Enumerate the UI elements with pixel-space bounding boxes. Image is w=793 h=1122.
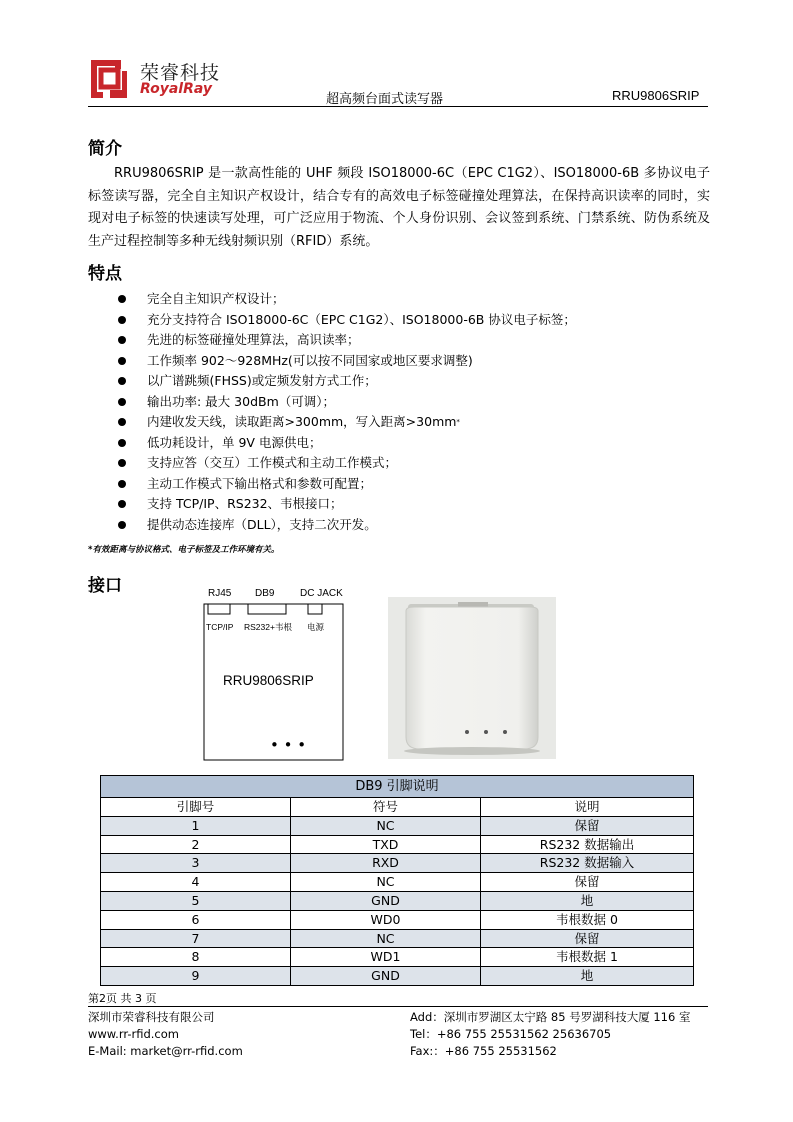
feature-item: 支持应答（交互）工作模式和主动工作模式； [118, 453, 576, 474]
bullet-icon [118, 439, 126, 447]
feature-item: 工作频率 902～928MHz(可以按不同国家或地区要求调整) [118, 351, 576, 372]
pin-cell: 3 [101, 854, 291, 873]
feature-item: 完全自主知识产权设计； [118, 289, 576, 310]
footer-company: 深圳市荣睿科技有限公司 [88, 1010, 215, 1024]
footnote-mark: * [456, 418, 460, 426]
symbol-cell: GND [291, 891, 481, 910]
db9-port [248, 604, 286, 614]
symbol-cell: NC [291, 816, 481, 835]
header-symbol: 符号 [291, 798, 481, 817]
bullet-icon [118, 316, 126, 324]
description-cell: 韦根数据 1 [481, 948, 694, 967]
page-number: 第2页 共 3 页 [88, 992, 157, 1005]
description-cell: 地 [481, 891, 694, 910]
symbol-cell: NC [291, 873, 481, 892]
db9-label: DB9 [255, 588, 275, 599]
footnote: *有效距离与协议格式、电子标签及工作环境有关。 [88, 545, 280, 555]
feature-item: 输出功率: 最大 30dBm（可调）； [118, 392, 576, 413]
footer-contact-left [88, 1009, 243, 1060]
feature-item: 低功耗设计，单 9V 电源供电； [118, 433, 576, 454]
company-name-en: RoyalRay [140, 81, 212, 97]
description-cell: 韦根数据 0 [481, 910, 694, 929]
pin-cell: 2 [101, 835, 291, 854]
feature-item: 支持 TCP/IP、RS232、韦根接口； [118, 494, 576, 515]
symbol-cell: RXD [291, 854, 481, 873]
symbol-cell: NC [291, 929, 481, 948]
db9-pin-table [100, 775, 694, 986]
footer-website[interactable]: www.rr-rfid.com [88, 1027, 179, 1041]
table-row [101, 873, 694, 892]
bullet-icon [118, 336, 126, 344]
features-list [118, 289, 576, 535]
header-divider [88, 106, 708, 107]
intro-heading: 简介 [88, 139, 122, 159]
bullet-icon [118, 480, 126, 488]
royalray-logo-icon [88, 57, 130, 101]
bullet-icon [118, 459, 126, 467]
description-cell: 保留 [481, 929, 694, 948]
footer-fax: Fax:：+86 755 25531562 [410, 1044, 557, 1058]
power-label: 电源 [307, 623, 325, 633]
description-cell: 保留 [481, 873, 694, 892]
pin-cell: 6 [101, 910, 291, 929]
description-cell: 地 [481, 967, 694, 986]
intro-paragraph: RRU9806SRIP 是一款高性能的 UHF 频段 ISO18000-6C（EPC C1G2）、ISO18000-6B 多协议电子标签读写器，完全自主知识产权设计，结合专有的高效电子标签碰撞处理算法，在保持高识读率的同时，实现对电子标签的快速读写处理，可广泛应用于物流、个人身份识别、会议签到系统、门禁系统、防伪系统及生产过程控制等多种无线射频识别（RFID）系统。 [88, 166, 710, 249]
bullet-icon [118, 521, 126, 529]
header-model: RRU9806SRIP [612, 88, 700, 103]
table-row [101, 891, 694, 910]
doc-title: 超高频台面式读写器 [326, 92, 444, 107]
interface-heading: 接口 [88, 576, 122, 596]
feature-item: 先进的标签碰撞处理算法，高识读率； [118, 330, 576, 351]
indicator-dots: • • • [270, 736, 307, 754]
footer-divider [88, 1006, 708, 1007]
rj45-label: RJ45 [208, 588, 232, 599]
symbol-cell: GND [291, 967, 481, 986]
tcpip-label: TCP/IP [206, 622, 234, 632]
table-row [101, 948, 694, 967]
feature-item: 充分支持符合 ISO18000-6C（EPC C1G2）、ISO18000-6B 协议电子标签； [118, 310, 576, 331]
pin-cell: 9 [101, 967, 291, 986]
company-name-cn: 荣睿科技 [140, 62, 221, 84]
description-cell: RS232 数据输入 [481, 854, 694, 873]
pin-cell: 1 [101, 816, 291, 835]
table-row [101, 967, 694, 986]
bullet-icon [118, 377, 126, 385]
table-row [101, 910, 694, 929]
bullet-icon [118, 418, 126, 426]
footer-address: Add：深圳市罗湖区太宁路 85 号罗湖科技大厦 116 室 [410, 1010, 691, 1024]
bullet-icon [118, 357, 126, 365]
description-cell: 保留 [481, 816, 694, 835]
pin-cell: 4 [101, 873, 291, 892]
dc-jack-port [308, 604, 322, 614]
table-row [101, 816, 694, 835]
description-cell: RS232 数据输出 [481, 835, 694, 854]
bullet-icon [118, 500, 126, 508]
footer-contact-right [410, 1009, 690, 1060]
device-model-label: RRU9806SRIP [223, 673, 314, 688]
feature-item: 主动工作模式下输出格式和参数可配置； [118, 474, 576, 495]
features-heading: 特点 [88, 264, 122, 284]
bullet-icon [118, 295, 126, 303]
interface-diagram [198, 584, 348, 762]
footer-email[interactable]: E-Mail: market@rr-rfid.com [88, 1044, 243, 1058]
table-row [101, 835, 694, 854]
table-row [101, 854, 694, 873]
device-photo [388, 597, 556, 759]
footer-tel: Tel：+86 755 25531562 25636705 [410, 1027, 612, 1041]
feature-item: 以广谱跳频(FHSS)或定频发射方式工作； [118, 371, 576, 392]
header-pin: 引脚号 [101, 798, 291, 817]
table-row [101, 929, 694, 948]
table-caption: DB9 引脚说明 [101, 776, 694, 798]
dc-jack-label: DC JACK [300, 588, 343, 599]
symbol-cell: WD0 [291, 910, 481, 929]
feature-item: 提供动态连接库（DLL），支持二次开发。 [118, 515, 576, 536]
pin-cell: 7 [101, 929, 291, 948]
pin-cell: 8 [101, 948, 291, 967]
header-description: 说明 [481, 798, 694, 817]
bullet-icon [118, 398, 126, 406]
symbol-cell: TXD [291, 835, 481, 854]
feature-item: 内建收发天线，读取距离>300mm，写入距离>30mm* [118, 412, 576, 433]
pin-cell: 5 [101, 891, 291, 910]
rs232-wiegand-label: RS232+韦根 [244, 622, 292, 632]
symbol-cell: WD1 [291, 948, 481, 967]
rj45-port [208, 604, 230, 614]
